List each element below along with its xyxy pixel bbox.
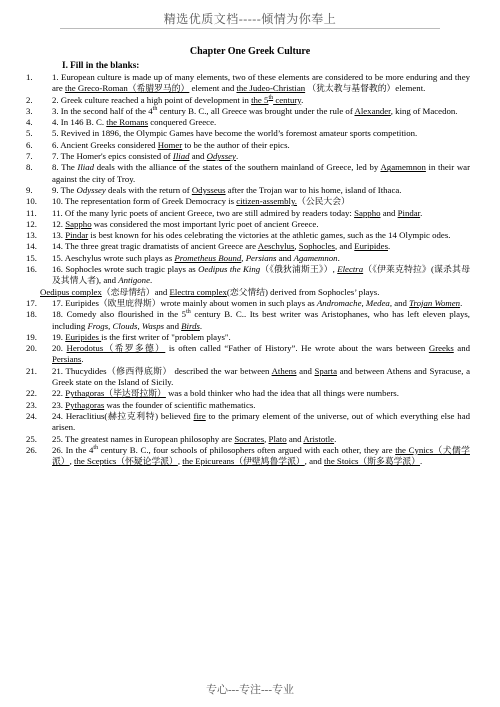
- question-number: 24.: [26, 410, 37, 421]
- question-number: 17.: [26, 297, 37, 308]
- question-text: .: [199, 320, 203, 331]
- question-number: 11.: [26, 207, 37, 218]
- answer-text: the 5: [251, 94, 269, 105]
- answer-text: the Epicureans（伊壁鸠鲁学派）: [182, 456, 305, 467]
- question-text: Medea: [365, 297, 390, 308]
- answer-text: Agamemnon: [380, 162, 426, 173]
- chapter-title: Chapter One Greek Culture: [189, 46, 311, 57]
- answer-text: th: [268, 94, 274, 101]
- question-item: [26, 298, 470, 309]
- question-number: 15.: [26, 252, 37, 263]
- question-text: (恋父情结) derived from Sophocles’ plays.: [226, 286, 380, 297]
- question-text: 2. Greek culture reached a high point of development in: [52, 94, 252, 105]
- question-text: 10. The representation form of Greek Democracy is: [52, 196, 237, 207]
- answer-text: Prometheus Bound: [174, 252, 242, 263]
- question-text: 22.: [52, 388, 66, 399]
- question-number: 3.: [26, 105, 33, 116]
- answer-text: Euripides: [354, 241, 388, 252]
- answer-text: Electra complex: [169, 286, 227, 297]
- question-number: 5.: [26, 128, 33, 139]
- question-item: [26, 241, 470, 252]
- question-text: and: [286, 433, 304, 444]
- question-text: conquered Greece.: [148, 117, 217, 128]
- question-text: .: [337, 252, 340, 263]
- question-text: （《伊莱克特拉》(谋杀其母及其情人者), and: [52, 264, 470, 286]
- question-text: Iliad: [77, 162, 95, 173]
- section-heading: I. Fill in the blanks:: [62, 60, 140, 70]
- question-text: .: [460, 297, 463, 308]
- question-text: and: [296, 365, 315, 376]
- question-item: [26, 128, 470, 139]
- answer-text: the Stoics（斯多葛学派）: [323, 456, 421, 467]
- question-text: is the first writer of "problem plays".: [101, 331, 231, 342]
- question-item: [26, 151, 470, 162]
- question-text: Persians: [245, 252, 277, 263]
- answer-text: Electra: [337, 264, 364, 275]
- answer-text: Odysseus: [191, 184, 226, 195]
- question-number: 23.: [26, 399, 37, 410]
- question-number: 7.: [26, 151, 33, 162]
- question-text: after the Trojan war to his home, island of Ithaca.: [225, 184, 402, 195]
- question-number: 6.: [26, 139, 33, 150]
- question-item: [26, 400, 470, 411]
- question-number: 25.: [26, 433, 37, 444]
- question-item: [26, 309, 470, 332]
- question-item: [26, 388, 470, 399]
- question-text: century B. C., four schools of philosophers often argued with each other, they are: [98, 444, 396, 455]
- answer-text: Aeschylus: [257, 241, 295, 252]
- question-text: .: [81, 354, 84, 365]
- question-text: century B. C., all Greece was brought under the rule of: [157, 105, 355, 116]
- question-item: [26, 117, 470, 128]
- answer-text: Homer: [157, 139, 183, 150]
- question-text: 21. Thucydides（修西得底斯） described the war between: [52, 365, 272, 376]
- question-text: 17. Euripides（欧里庇得斯）wrote mainly about women in such plays as: [52, 297, 317, 308]
- answer-text: Plato: [268, 433, 287, 444]
- question-number: 19.: [26, 331, 37, 342]
- page-header: 精选优质文档-----倾情为你奉上: [163, 12, 337, 26]
- question-text: .: [388, 241, 391, 252]
- answer-text: citizen-assembly.: [236, 196, 298, 207]
- answer-text: Pythagoras（毕达哥拉斯）: [65, 388, 166, 399]
- question-text: Wasps: [141, 320, 165, 331]
- question-item: [26, 287, 470, 298]
- question-text: 1. European culture is made up of many elements, two of these elements are considered to be more enduring and they are: [52, 72, 470, 94]
- question-text: 26. In the 4: [52, 444, 94, 455]
- question-text: 23.: [52, 399, 66, 410]
- question-number: 9.: [26, 184, 33, 195]
- question-text: ,: [361, 297, 366, 308]
- question-text: .: [235, 151, 239, 162]
- question-text: , and: [304, 456, 324, 467]
- answer-text: Sappho: [65, 218, 92, 229]
- question-number: 12.: [26, 218, 37, 229]
- answer-text: Iliad: [172, 151, 190, 162]
- question-text: and: [453, 343, 470, 354]
- answer-text: Pythagoras: [65, 399, 105, 410]
- question-text: ,: [137, 320, 142, 331]
- answer-text: Aristotle: [303, 433, 335, 444]
- question-text: , and: [389, 297, 410, 308]
- question-item: [26, 411, 470, 434]
- question-text: century B. C.. Its best writer was Aristophanes, who has left eleven plays, including: [52, 309, 470, 331]
- question-text: and: [164, 320, 182, 331]
- answer-text: fire: [193, 410, 206, 421]
- question-item: [26, 343, 470, 366]
- question-text: 12.: [52, 218, 66, 229]
- answer-text: Alexander: [354, 105, 391, 116]
- question-text: （《俄狄浦斯王》）,: [260, 264, 338, 275]
- question-text: Andromache: [316, 297, 362, 308]
- question-text: 7. The Homer's epics consisted of: [52, 151, 173, 162]
- question-text: Oedipus the King: [198, 264, 261, 275]
- question-text: th: [93, 444, 99, 451]
- question-number: 4.: [26, 117, 33, 128]
- question-text: Clouds: [112, 320, 138, 331]
- question-text: 8. The: [52, 162, 78, 173]
- question-text: .: [420, 207, 423, 218]
- question-text: Agamemnon: [293, 252, 338, 263]
- header-divider: [60, 28, 440, 29]
- question-item: [26, 332, 470, 343]
- question-text: is best known for his odes celebrating the victories at the athletic games, such as the 14 Olympic odes.: [88, 230, 451, 241]
- question-number: 14.: [26, 241, 37, 252]
- answer-text: Greeks: [428, 343, 454, 354]
- question-text: 4. In 146 B. C.: [52, 117, 107, 128]
- question-item: [26, 253, 470, 264]
- question-text: Odyssey: [76, 184, 106, 195]
- answer-text: Sophocles: [298, 241, 335, 252]
- answer-text: the Cynics（犬儒学派）: [52, 444, 470, 467]
- question-item: [26, 140, 470, 151]
- question-text: was the founder of scientific mathematics.: [104, 399, 256, 410]
- question-item: [26, 162, 470, 185]
- question-text: 3. In the second half of the 4: [52, 105, 153, 116]
- question-text: 13.: [52, 230, 66, 241]
- question-text: （恋母情结）and: [101, 286, 170, 297]
- question-text: and: [380, 207, 398, 218]
- question-item: [26, 264, 470, 287]
- question-item: [26, 208, 470, 219]
- question-text: 16. Sophocles wrote such tragic plays as: [52, 264, 199, 275]
- question-item: [26, 185, 470, 196]
- question-number: 16.: [26, 264, 37, 275]
- question-text: ,: [177, 456, 183, 467]
- answer-text: Sappho: [354, 207, 381, 218]
- question-number: 18.: [26, 309, 37, 320]
- answer-text: the Greco-Roman（希腊罗马的）: [64, 83, 190, 94]
- answer-text: Birds: [181, 320, 200, 331]
- question-list: [26, 72, 470, 467]
- answer-text: Sparta: [314, 365, 338, 376]
- answer-text: Athens: [271, 365, 297, 376]
- question-number: 1.: [26, 72, 33, 82]
- question-text: 20.: [52, 343, 67, 354]
- question-text: deals with the alliance of the states of the southern mainland of Greece, led by: [94, 162, 381, 173]
- question-text: Antigone: [118, 275, 150, 286]
- question-text: 15. Aeschylus wrote such plays as: [52, 252, 175, 263]
- question-text: 5. Revived in 1896, the Olympic Games have become the world’s foremost amateur sports competition.: [52, 128, 418, 139]
- question-item: [26, 106, 470, 117]
- answer-text: Odyssey: [206, 151, 236, 162]
- question-text: was a bold thinker who had the idea that all things were numbers.: [165, 388, 399, 399]
- answer-text: Pindar: [397, 207, 421, 218]
- question-number: 20.: [26, 343, 37, 354]
- question-text: in their war against the city of Troy.: [52, 162, 471, 184]
- question-text: ,: [108, 320, 113, 331]
- question-text: and: [189, 151, 207, 162]
- question-text: 18. Comedy also flourished in the 5: [52, 309, 187, 320]
- question-number: 22.: [26, 388, 37, 399]
- question-number: 8.: [26, 162, 33, 173]
- answer-text: Pindar: [65, 230, 89, 241]
- question-item: [26, 219, 470, 230]
- answer-text: century: [273, 94, 302, 105]
- question-text: 14. The three great tragic dramatists of ancient Greece are: [52, 241, 258, 252]
- question-number: 13.: [26, 230, 37, 241]
- question-text: th: [186, 309, 191, 316]
- answer-text: Oedipus complex: [40, 286, 102, 297]
- question-text: and between Athens and Syracuse, a Greek state on the Island of Sicily.: [52, 365, 470, 388]
- answer-text: the Judeo-Christian: [236, 83, 306, 94]
- question-text: 19.: [52, 331, 66, 342]
- question-number: 26.: [26, 444, 37, 455]
- answer-text: Euripides: [65, 331, 102, 342]
- question-text: , and: [334, 241, 355, 252]
- question-item: [26, 366, 470, 389]
- question-text: Frogs: [87, 320, 109, 331]
- page-footer: 专心---专注---专业: [206, 684, 294, 696]
- question-text: and: [276, 252, 294, 263]
- answer-text: Trojan Women: [409, 297, 461, 308]
- question-text: 6. Ancient Greeks considered: [52, 139, 158, 150]
- question-text: th: [152, 105, 158, 112]
- answer-text: the Sceptics（怀疑论学派）: [74, 456, 178, 467]
- question-text: element and: [189, 83, 237, 94]
- question-text: to be the author of their epics.: [182, 139, 290, 150]
- question-item: [26, 445, 470, 468]
- question-number: 10.: [26, 196, 37, 207]
- question-item: [26, 72, 470, 95]
- question-text: .: [334, 433, 337, 444]
- question-text: deals with the return of: [105, 184, 192, 195]
- question-text: is often called “Father of History”. He wrote about the wars between: [165, 343, 429, 354]
- question-text: 24. Heraclitius(赫拉克利特) believed: [52, 410, 194, 421]
- answer-text: Socrates: [234, 433, 265, 444]
- question-text: .: [420, 456, 423, 467]
- question-text: ,: [241, 252, 246, 263]
- question-text: ,: [264, 433, 269, 444]
- question-text: （犹太教与基督教的）element.: [305, 83, 426, 94]
- question-item: [26, 434, 470, 445]
- question-item: [26, 95, 470, 106]
- question-item: [26, 196, 470, 207]
- question-text: 25. The greatest names in European philosophy are: [52, 433, 235, 444]
- question-text: 9. The: [52, 184, 77, 195]
- question-text: .: [301, 94, 304, 105]
- question-text: to the primary element of the universe, out of which everything else had arisen.: [52, 410, 470, 433]
- question-text: was considered the most important lyric poet of ancient Greece.: [91, 218, 319, 229]
- question-text: , king of Macedon.: [390, 105, 458, 116]
- question-number: 21.: [26, 365, 37, 376]
- answer-text: Persians: [52, 354, 82, 365]
- answer-text: the Romans: [106, 117, 149, 128]
- question-item: [26, 230, 470, 241]
- question-text: （公民大会）: [297, 196, 350, 207]
- answer-text: Herodotus（希罗多德）: [66, 343, 166, 354]
- question-text: 11. Of the many lyric poets of ancient Greece, two are still admired by readers today:: [52, 207, 355, 218]
- question-text: .: [149, 275, 153, 286]
- question-number: 2.: [26, 94, 33, 105]
- question-text: ,: [69, 456, 75, 467]
- question-text: ,: [294, 241, 299, 252]
